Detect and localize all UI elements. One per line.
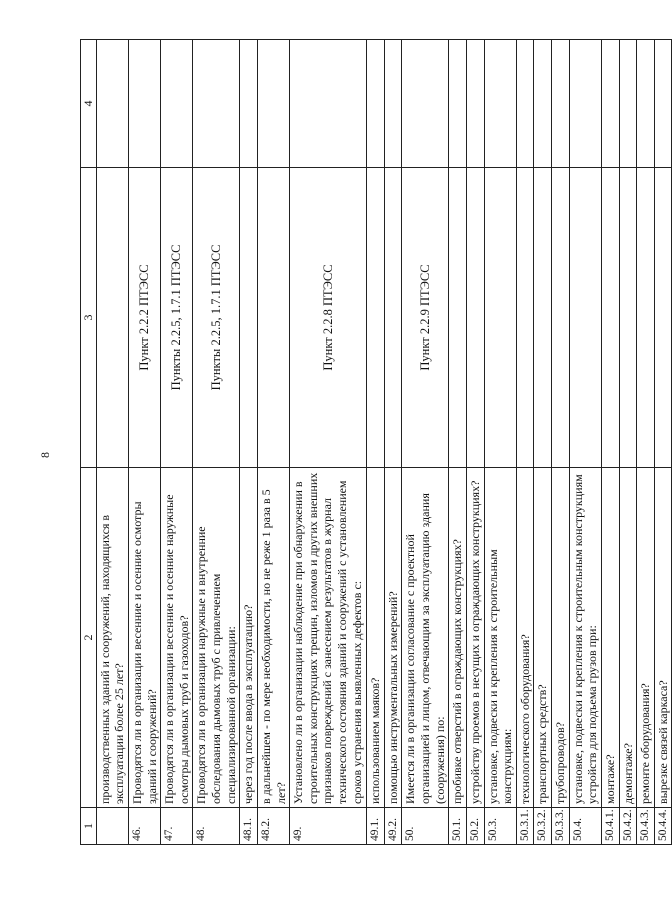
row-reference: Пункт 2.2.9 ПТЭСС <box>402 168 449 468</box>
table-row <box>569 40 601 845</box>
table-row <box>161 40 193 845</box>
row-answer-cell <box>449 40 467 168</box>
table-header-row <box>81 40 97 845</box>
row-reference <box>516 168 534 468</box>
row-reference <box>96 168 128 468</box>
header-col-3: 3 <box>81 168 97 468</box>
checklist-table <box>80 39 672 845</box>
row-question: монтаже? <box>601 468 619 808</box>
row-answer-cell <box>96 40 128 168</box>
row-question: в дальнейшем - по мере необходимости, но не реже 1 раза в 5 лет? <box>257 468 289 808</box>
row-question: использованием маяков? <box>367 468 385 808</box>
row-question: демонтаже? <box>619 468 637 808</box>
row-number: 50.4.3. <box>637 808 655 845</box>
table-row <box>367 40 385 845</box>
row-question: Проводятся ли в организации весенние и осенние наружные осмотры дымовых труб и газоходов? <box>161 468 193 808</box>
row-question: Имеется ли в организации согласование с проектной организацией и лицом, отвечающим за эксплуатацию здания (сооружения) по: <box>402 468 449 808</box>
rotated-table-container <box>80 40 670 845</box>
row-reference <box>601 168 619 468</box>
table-row <box>449 40 467 845</box>
row-number: 50.4. <box>569 808 601 845</box>
row-number: 50.3.2. <box>534 808 552 845</box>
row-number: 50.1. <box>449 808 467 845</box>
row-question: транспортных средств? <box>534 468 552 808</box>
row-question: производственных зданий и сооружений, находящихся в эксплуатации более 25 лет? <box>96 468 128 808</box>
row-answer-cell <box>257 40 289 168</box>
row-number: 48.1. <box>240 808 258 845</box>
row-reference <box>466 168 484 468</box>
table-row <box>484 40 516 845</box>
table-row <box>96 40 128 845</box>
row-reference <box>367 168 385 468</box>
table-row <box>654 40 672 845</box>
header-col-4: 4 <box>81 40 97 168</box>
row-answer-cell <box>619 40 637 168</box>
row-number: 46. <box>128 808 160 845</box>
row-question: технологического оборудования? <box>516 468 534 808</box>
table-row <box>601 40 619 845</box>
row-question: через год после ввода в эксплуатацию? <box>240 468 258 808</box>
table-row <box>128 40 160 845</box>
row-number: 49. <box>290 808 367 845</box>
row-answer-cell <box>484 40 516 168</box>
row-reference <box>569 168 601 468</box>
table-row <box>637 40 655 845</box>
row-reference <box>654 168 672 468</box>
table-row <box>290 40 367 845</box>
row-number: 50.3.3. <box>552 808 570 845</box>
row-answer-cell <box>240 40 258 168</box>
row-answer-cell <box>290 40 367 168</box>
row-question: помощью инструментальных измерений? <box>384 468 402 808</box>
row-reference: Пункты 2.2.5, 1.7.1 ПТЭСС <box>161 168 193 468</box>
table-row <box>402 40 449 845</box>
row-question: установке, подвески и крепления к строительным конструкциям устройств для подъема грузов при: <box>569 468 601 808</box>
row-answer-cell <box>552 40 570 168</box>
row-answer-cell <box>534 40 552 168</box>
row-question: установке, подвески и крепления к строительным конструкциям: <box>484 468 516 808</box>
row-reference <box>637 168 655 468</box>
row-answer-cell <box>367 40 385 168</box>
table-row <box>552 40 570 845</box>
table-row <box>516 40 534 845</box>
row-number: 50.4.4. <box>654 808 672 845</box>
row-number: 50.4.2. <box>619 808 637 845</box>
row-answer-cell <box>402 40 449 168</box>
row-number: 48.2. <box>257 808 289 845</box>
row-reference <box>552 168 570 468</box>
row-question: трубопроводов? <box>552 468 570 808</box>
row-answer-cell <box>601 40 619 168</box>
row-answer-cell <box>161 40 193 168</box>
table-row <box>193 40 240 845</box>
row-answer-cell <box>466 40 484 168</box>
row-number: 49.1. <box>367 808 385 845</box>
table-row <box>240 40 258 845</box>
row-reference <box>449 168 467 468</box>
row-question: вырезке связей каркаса? <box>654 468 672 808</box>
row-number: 50.3.1. <box>516 808 534 845</box>
row-number: 50.4.1. <box>601 808 619 845</box>
row-reference <box>257 168 289 468</box>
row-reference <box>619 168 637 468</box>
row-answer-cell <box>637 40 655 168</box>
row-number: 50.2. <box>466 808 484 845</box>
row-answer-cell <box>384 40 402 168</box>
row-question: Установлено ли в организации наблюдение при обнаружении в строительных конструкциях трещин, изломов и других внешних признаков повреждений с занесением результатов в журнал технического состояния зданий и сооружений с установлением сроков устранения выявленных дефектов с: <box>290 468 367 808</box>
row-number: 49.2. <box>384 808 402 845</box>
row-reference: Пункты 2.2.5, 1.7.1 ПТЭСС <box>193 168 240 468</box>
header-col-1: 1 <box>81 808 97 845</box>
page-number: 8 <box>38 452 52 458</box>
row-number: 50.3. <box>484 808 516 845</box>
row-reference <box>534 168 552 468</box>
row-answer-cell <box>516 40 534 168</box>
row-reference <box>384 168 402 468</box>
header-col-2: 2 <box>81 468 97 808</box>
row-answer-cell <box>654 40 672 168</box>
row-number: 48. <box>193 808 240 845</box>
row-reference: Пункт 2.2.2 ПТЭСС <box>128 168 160 468</box>
table-row <box>384 40 402 845</box>
row-answer-cell <box>193 40 240 168</box>
row-reference: Пункт 2.2.8 ПТЭСС <box>290 168 367 468</box>
row-answer-cell <box>128 40 160 168</box>
row-question: пробивке отверстий в ограждающих конструкциях? <box>449 468 467 808</box>
table-row <box>534 40 552 845</box>
row-number: 50. <box>402 808 449 845</box>
table-row <box>619 40 637 845</box>
row-question: Проводятся ли в организации весенние и осенние осмотры зданий и сооружений? <box>128 468 160 808</box>
row-number: 47. <box>161 808 193 845</box>
row-reference <box>240 168 258 468</box>
row-question: ремонте оборудования? <box>637 468 655 808</box>
row-reference <box>484 168 516 468</box>
row-question: Проводятся ли в организации наружные и внутренние обследования дымовых труб с привлечением специализированной организации: <box>193 468 240 808</box>
table-row <box>466 40 484 845</box>
row-question: устройству проемов в несущих и ограждающих конструкциях? <box>466 468 484 808</box>
row-answer-cell <box>569 40 601 168</box>
row-number <box>96 808 128 845</box>
table-row <box>257 40 289 845</box>
